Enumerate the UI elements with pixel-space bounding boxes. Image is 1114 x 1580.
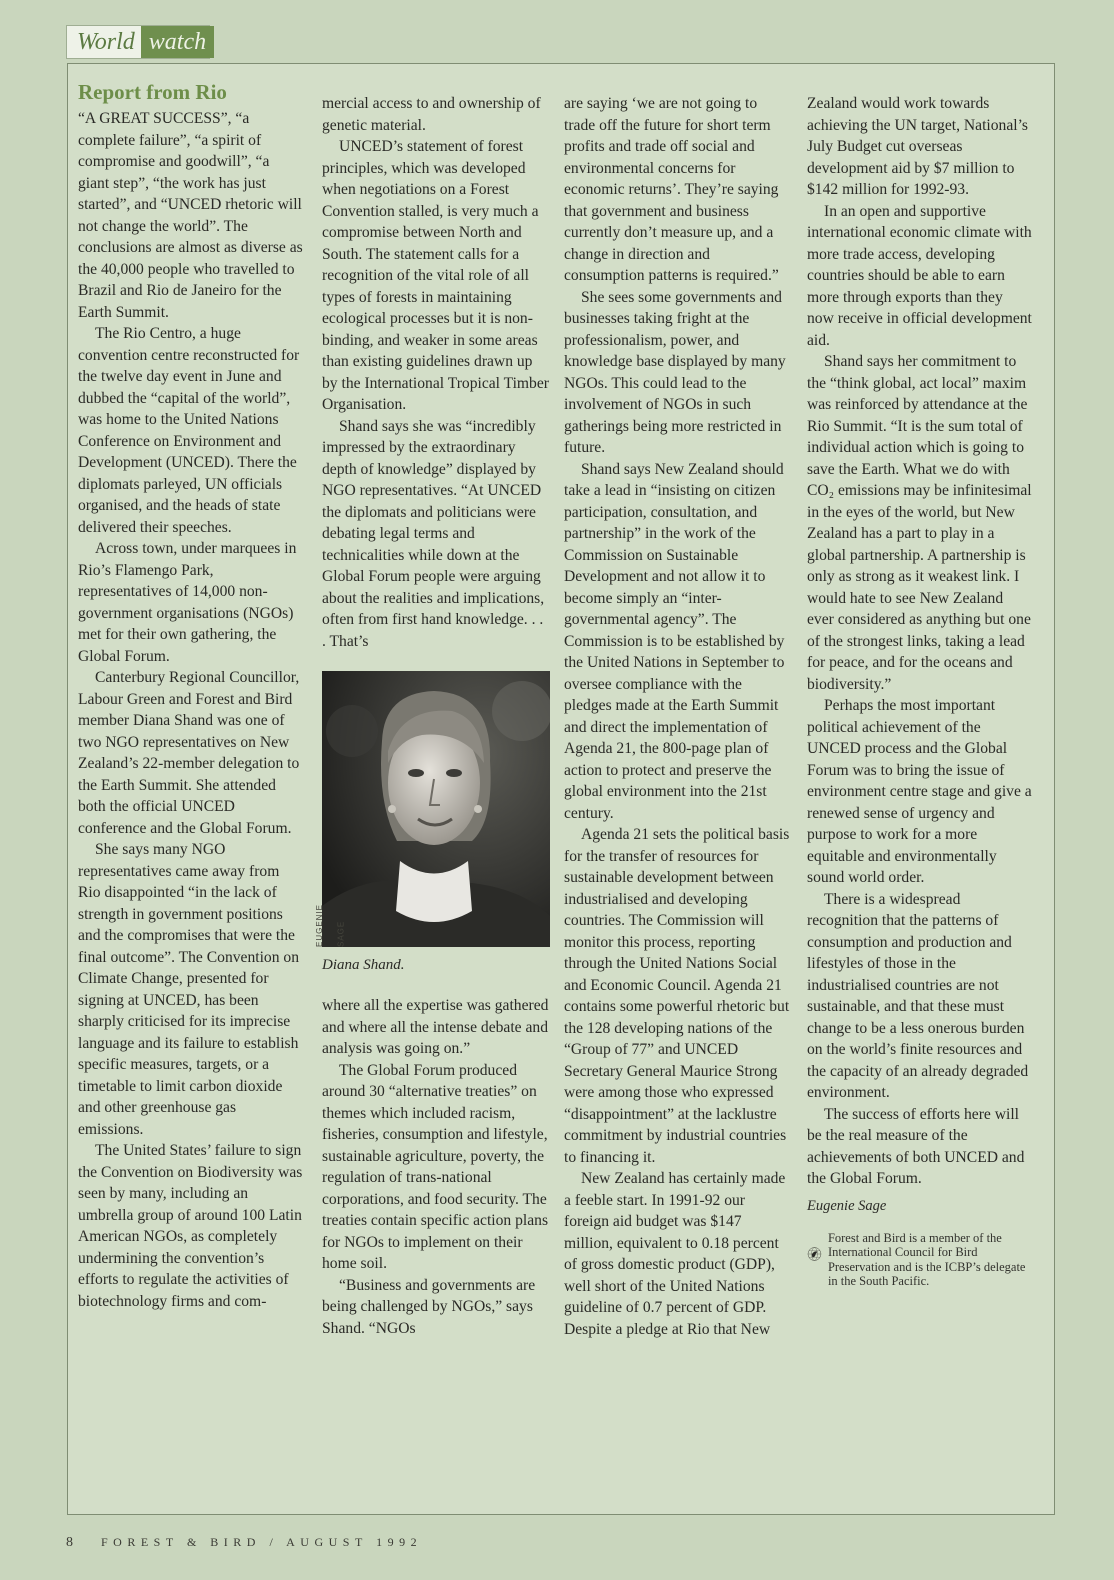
paragraph: New Zealand has certainly made a feeble start. In 1991-92 our foreign aid budget was $147 million, equivalent to 0.18 percent of gross domestic product (GDP), well short of the United Nations guideline of 0.7 percent of GDP. Despite a pledge at Rio that New bbox=[564, 1170, 786, 1338]
paragraph: In an open and supportive international economic climate with more trade access, developing countries should be able to earn more through exports than they now receive in official development aid. bbox=[807, 202, 1032, 349]
paragraph: are saying ‘we are not going to trade off the future for short term profits and trade off social and environmental concerns for economic returns’. They’re saying that government and business currently don’t measure up, and a change in direction and consumption patterns is required.” bbox=[564, 95, 779, 284]
paragraph: UNCED’s statement of forest principles, which was developed when negotiations on a Forest Convention stalled, is very much a compromise between North and South. The statement calls for a recognition of the vital role of all types of forests in maintaining ecological processes but it is non-binding, and weaker in some areas than existing guidelines drawn up by the International Tropical Timber Organisation. bbox=[322, 138, 549, 413]
paragraph: where all the expertise was gathered and where all the intense debate and analysis was going on.” bbox=[322, 997, 549, 1057]
paragraph: The success of efforts here will be the real measure of the achievements of both UNCED and the Global Forum. bbox=[807, 1105, 1025, 1187]
photo-caption: Diana Shand. bbox=[322, 957, 405, 973]
article-column-4 bbox=[807, 93, 1033, 1288]
paragraph: The Rio Centro, a huge convention centre reconstructed for the twelve day event in June and dubbed the “capital of the world”, was home to the United Nations Conference on Environment and Development (UNCED). There the diplomats parleyed, UN officials organised, and the heads of state delivered their speeches. bbox=[78, 325, 300, 536]
paragraph: Across town, under marquees in Rio’s Flamengo Park, representatives of 14,000 non-government organisations (NGOs) met for their own gathering, the Global Forum. bbox=[78, 540, 297, 665]
member-note-text: Forest and Bird is a member of the International Council for Bird Preservation and is the ICBP’s delegate in the South Pacific. bbox=[827, 1231, 1026, 1288]
paragraph: Canterbury Regional Councillor, Labour Green and Forest and Bird member Diana Shand was one of two NGO representatives on New Zealand’s 22-member delegation to the Earth Summit. She attended both the official UNCED conference and the Global Forum. bbox=[78, 669, 300, 837]
paragraph: She sees some governments and businesses taking fright at the professionalism, power, and knowledge base displayed by many NGOs. This could lead to the involvement of NGOs in such gatherings being more restricted in future. bbox=[564, 288, 786, 456]
paragraph: “A GREAT SUCCESS”, “a complete failure”, “a spirit of compromise and goodwill”, “a giant step”, “the work has just started”, and “UNCED rhetoric will not change the world”. The conclusions are almost as diverse as the 40,000 people who travelled to Brazil and Rio de Janeiro for the Earth Summit. bbox=[78, 110, 303, 321]
paragraph: There is a widespread recognition that the patterns of consumption and production and lifestyles of those in the industrialised countries are not sustainable, and that these must change to be a less onerous burden on the world’s finite resources and the capacity of an already degraded environment. bbox=[807, 890, 1029, 1101]
paragraph: Shand says New Zealand should take a lead in “insisting on citizen participation, consultation, and partnership” in the work of the Commission on Sustainable Development and not allow it to become simply an “inter-governmental agency”. The Commission is to be established by the United Nations in September to oversee compliance with the pledges made at the Earth Summit and direct the implementation of Agenda 21, the 800-page plan of action to protect and preserve the global environment into the 21st century. bbox=[564, 460, 785, 822]
portrait-photo-block bbox=[315, 671, 550, 947]
article-title: Report from Rio bbox=[78, 80, 227, 104]
paragraph: Perhaps the most important political achievement of the UNCED process and the Global Forum was to bring the issue of environment centre stage and give a renewed sense of urgency and purpose to work for a more equitable and environmentally sound world order. bbox=[807, 697, 1032, 886]
paragraph: The Global Forum produced around 30 “alternative treaties” on themes which included racism, fisheries, consumption and lifestyle, sustainable agriculture, poverty, the regulation of trans-national corporations, and food security. The treaties contain specific action plans for NGOs to implement on their home soil. bbox=[322, 1061, 549, 1272]
paragraph: The United States’ failure to sign the Convention on Biodiversity was seen by many, including an umbrella group of around 100 Latin American NGOs, as completely undermining the convention’s efforts to regulate the activities of biotechnology firms and com- bbox=[78, 1142, 303, 1310]
paragraph: Shand says her commitment to the “think global, act local” maxim was reinforced by attendance at the Rio Summit. “It is the sum total of individual action which is going to save the Earth. What we do with CO₂ emissions may be infinitesimal in the eyes of the world, but New Zealand has a part to play in a global partnership. A partnership is only as strong as it weakest link. I would hate to see New Zealand ever considered as anything but one of the strongest links, taking a lead for peace, and for the oceans and biodiversity.” bbox=[807, 353, 1032, 693]
article-column-3 bbox=[564, 93, 792, 1340]
masthead-world: World bbox=[77, 29, 135, 55]
article-column-2 bbox=[315, 93, 550, 1339]
author-signature: Eugenie Sage bbox=[807, 1197, 887, 1214]
page-number: 8 bbox=[66, 1535, 73, 1550]
publication-line: FOREST & BIRD / AUGUST 1992 bbox=[101, 1535, 423, 1549]
section-masthead bbox=[66, 25, 210, 59]
member-note bbox=[807, 1231, 1033, 1288]
paragraph: Agenda 21 sets the political basis for the transfer of resources for sustainable development between industrialised and developing countries. The Commission will monitor this process, reporting through the United Nations Social and Economic Council. Agenda 21 contains some powerful rhetoric but the 128 developing nations of the “Group of 77” and UNCED Secretary General Maurice Strong were among those who expressed “disappointment” at the lacklustre commitment by industrial countries to financing it. bbox=[564, 826, 790, 1166]
masthead-watch: watch bbox=[141, 26, 214, 58]
paragraph: She says many NGO representatives came away from Rio disappointed “in the lack of strength in government positions and the compromises that were the final outcome”. The Convention on Climate Change, presented for signing at UNCED, has been sharply criticised for its imprecise language and its failure to establish specific measures, targets, or a timetable to limit carbon dioxide and other greenhouse gas emissions. bbox=[78, 841, 300, 1138]
diana-shand-photo bbox=[322, 671, 550, 947]
paragraph: “Business and governments are being challenged by NGOs,” says Shand. “NGOs bbox=[322, 1276, 536, 1337]
icbp-globe-icon bbox=[807, 1231, 822, 1277]
paragraph: mercial access to and ownership of genetic material. bbox=[322, 95, 541, 134]
page-footer bbox=[66, 1535, 422, 1551]
paragraph: Shand says she was “incredibly impressed by the extraordinary depth of knowledge” displayed by NGO representatives. “At UNCED the diplomats and politicians were debating legal terms and technicalities while down at the Global Forum people were arguing about the realities and implications, often from first hand knowledge. . . . That’s bbox=[322, 417, 545, 650]
photo-credit: EUGENIE SAGE bbox=[315, 903, 346, 947]
article-column-1 bbox=[78, 78, 304, 1312]
paragraph: Zealand would work towards achieving the UN target, National’s July Budget cut overseas development aid by $7 million to $142 million for 1992-93. bbox=[807, 95, 1028, 198]
